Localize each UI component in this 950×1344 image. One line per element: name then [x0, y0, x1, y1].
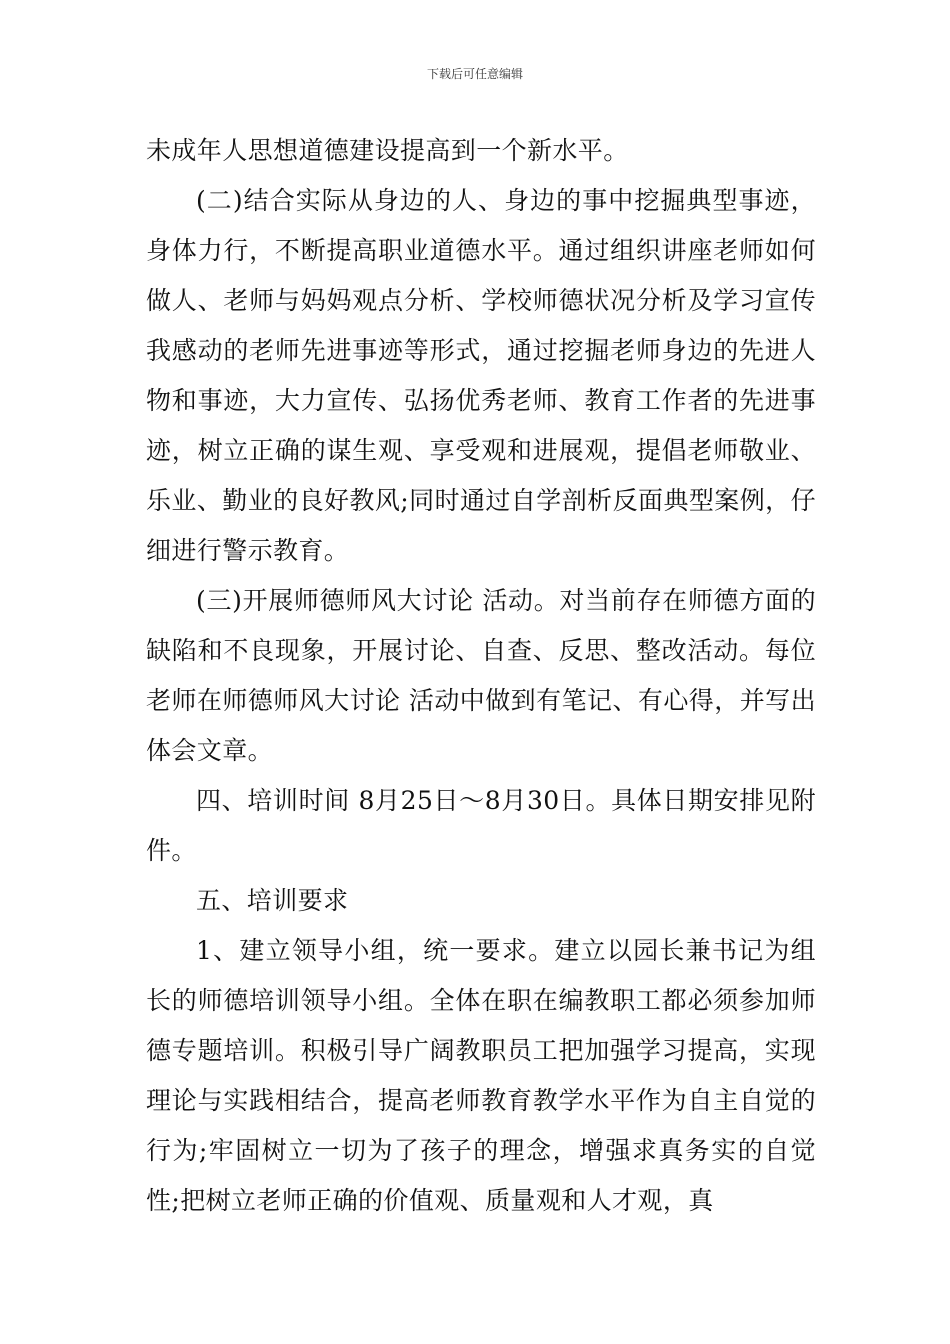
paragraph-5: 1、建立领导小组，统一要求。建立以园长兼书记为组长的师德培训领导小组。全体在职在编教职工都必须参加师德专题培训。积极引导广阔教职员工把加强学习提高，实现理论与实践相结合，提高老师教育教学水平作为自主自觉的行为;牢固树立一切为了孩子的理念，增强求真务实的自觉性;把树立老师正确的价值观、质量观和人才观，真 — [146, 936, 816, 1215]
paragraph-2: (二)结合实际从身边的人、身边的事中挖掘典型事迹，身体力行，不断提高职业道德水平。通过组织讲座老师如何做人、老师与妈妈观点分析、学校师德状况分析及学习宣传我感动的老师先进事迹等形式，通过挖掘老师身边的先进人物和事迹，大力宣传、弘扬优秀老师、教育工作者的先进事迹，树立正确的谋生观、享受观和进展观，提倡老师敬业、乐业、勤业的良好教风;同时通过自学剖析反面典型案例，仔细进行警示教育。 — [146, 186, 816, 565]
paragraph-4: 四、培训时间 8月25日～8月30日。具体日期安排见附件。 — [146, 786, 816, 865]
section-heading-requirements: 五、培训要求 — [196, 886, 349, 915]
paragraph-3: (三)开展师德师风大讨论 活动。对当前存在师德方面的缺陷和不良现象，开展讨论、自查、反思、整改活动。每位老师在师德师风大讨论 活动中做到有笔记、有心得，并写出体会文章。 — [146, 586, 816, 765]
page-header: 下载后可任意编辑 — [426, 67, 523, 81]
paragraph-1: 未成年人思想道德建设提高到一个新水平。 — [146, 136, 629, 165]
document-body — [146, 126, 816, 1226]
